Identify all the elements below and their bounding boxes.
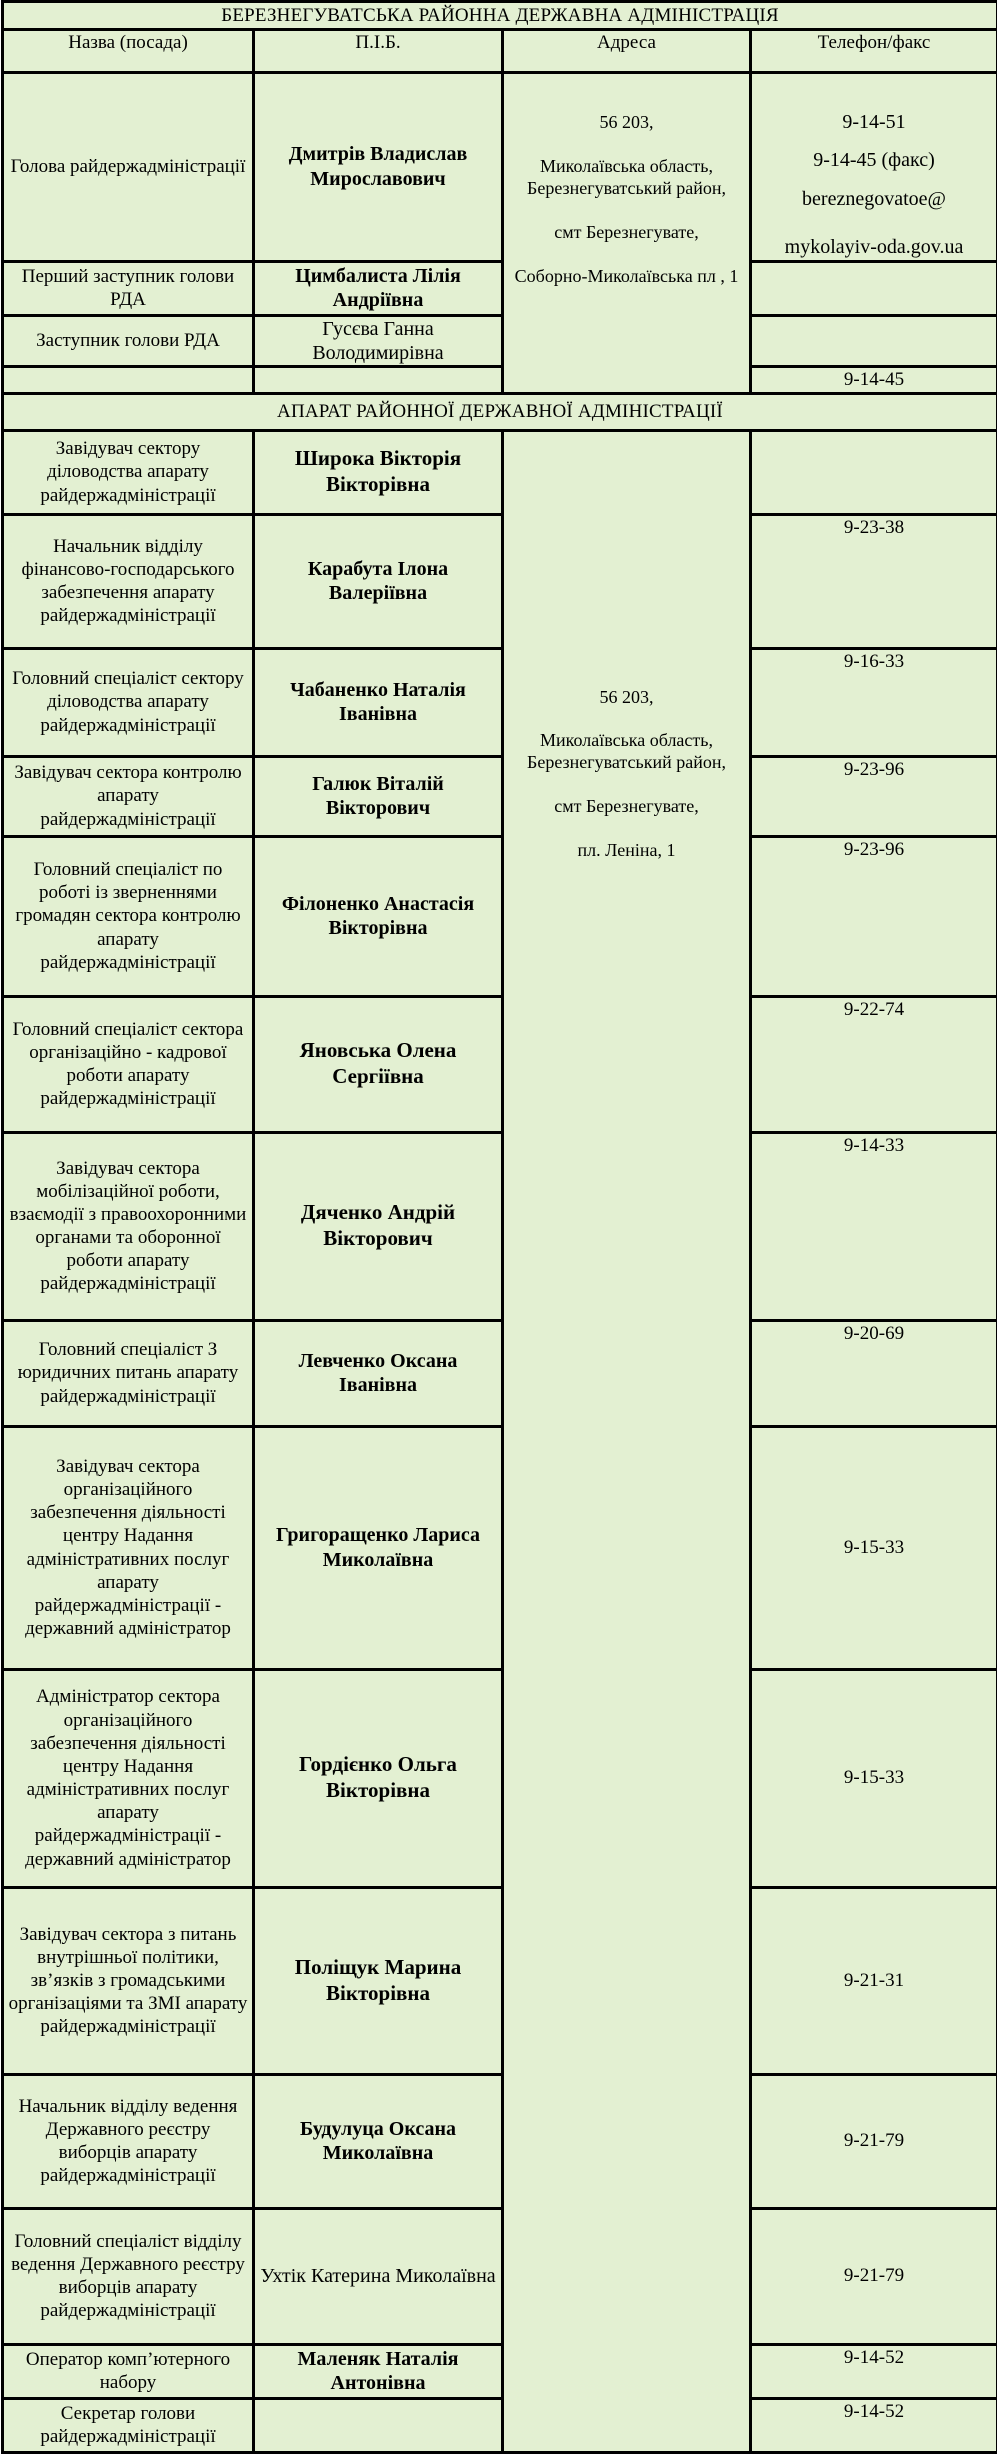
leadership-address: [503, 73, 751, 394]
staff-address: [503, 430, 751, 2452]
leader-extra-row: [3, 367, 997, 393]
staff-row: [3, 1426, 997, 1669]
staff-body: [3, 430, 997, 2452]
staff-row: [3, 756, 997, 836]
section-title: АПАРАТ РАЙОННОЇ ДЕРЖАВНОЇ АДМІНІСТРАЦІЇ: [3, 393, 997, 430]
header-address: Адреса: [503, 30, 751, 73]
phone-cell: 9-22-74: [751, 996, 997, 1132]
name-cell: Яновська Олена Сергіївна: [254, 996, 503, 1132]
position-cell: Начальник відділу ведення Державного реєстру виборців апарату райдержадміністрації: [3, 2074, 254, 2208]
position-cell: Завідувач сектора мобілізаційної роботи, взаємодії з правоохоронними органами та оборонної роботи апарату райдержадміністрації: [3, 1132, 254, 1320]
staff-row: [3, 1669, 997, 1887]
phone-cell: [751, 315, 997, 367]
phone-line: 9-14-51: [756, 110, 992, 134]
position-cell: Завідувач сектора організаційного забезпечення діяльності центру Надання адміністративних послуг апарату райдержадміністрації - державний адміністратор: [3, 1426, 254, 1669]
name-cell: Левченко Оксана Іванівна: [254, 1320, 503, 1426]
staff-row: [3, 2074, 997, 2208]
position-cell: Адміністратор сектора організаційного забезпечення діяльності центру Надання адміністративних послуг апарату райдержадміністрації - державний адміністратор: [3, 1669, 254, 1887]
phone-cell: 9-15-33: [751, 1669, 997, 1887]
staff-row: [3, 2398, 997, 2452]
address-line: 56 203,: [508, 112, 745, 134]
name-cell: Дмитрів Владислав Мирославович: [254, 73, 503, 262]
name-cell: Галюк Віталій Вікторович: [254, 756, 503, 836]
name-cell: Будулуца Оксана Миколаївна: [254, 2074, 503, 2208]
position-cell: Головний спеціаліст З юридичних питань апарату райдержадміністрації: [3, 1320, 254, 1426]
position-cell: Заступник голови РДА: [3, 315, 254, 367]
address-line: [508, 134, 745, 156]
name-cell: Ухтік Катерина Миколаївна: [254, 2208, 503, 2344]
phone-cell: 9-14-52: [751, 2398, 997, 2452]
phone-cell: [751, 261, 997, 315]
address-line: [508, 708, 745, 730]
phone-cell: 9-21-31: [751, 1887, 997, 2074]
position-cell: Оператор комп’ютерного набору: [3, 2344, 254, 2398]
position-cell: Перший заступник голови РДА: [3, 261, 254, 315]
phone-cell: 9-14-52: [751, 2344, 997, 2398]
address-line: Миколаївська область, Березнегуватський район,: [508, 730, 745, 774]
name-cell: Широка Вікторія Вікторівна: [254, 430, 503, 514]
position-cell: Завідувач сектора контролю апарату райдержадміністрації: [3, 756, 254, 836]
leader-row: [3, 261, 997, 315]
phone-cell: 9-21-79: [751, 2208, 997, 2344]
position-cell: Начальник відділу фінансово-господарського забезпечення апарату райдержадміністрації: [3, 514, 254, 648]
name-cell: Дяченко Андрій Вікторович: [254, 1132, 503, 1320]
name-cell: Цимбалиста Лілія Андріївна: [254, 261, 503, 315]
phone-cell: 9-14-33: [751, 1132, 997, 1320]
position-cell: Голова райдержадміністрації: [3, 73, 254, 262]
leadership-contacts: [751, 73, 997, 262]
address-line: Миколаївська область, Березнегуватський район,: [508, 156, 745, 200]
position-cell: Секретар голови райдержадміністрації: [3, 2398, 254, 2452]
staff-row: [3, 514, 997, 648]
leader-row: [3, 315, 997, 367]
staff-row: [3, 1132, 997, 1320]
name-cell: Чабаненко Наталія Іванівна: [254, 648, 503, 756]
position-cell: Завідувач сектору діловодства апарату райдержадміністрації: [3, 430, 254, 514]
staff-row: [3, 996, 997, 1132]
address-line: Соборно-Миколаївська пл , 1: [508, 266, 745, 288]
address-line: [508, 818, 745, 840]
address-line: 56 203,: [508, 687, 745, 709]
header-position: Назва (посада): [3, 30, 254, 73]
staff-row: [3, 1320, 997, 1426]
phone-cell: 9-20-69: [751, 1320, 997, 1426]
phone-cell: 9-14-45: [751, 367, 997, 393]
staff-row: [3, 1887, 997, 2074]
section-title-row: [3, 393, 997, 430]
address-line: [508, 200, 745, 222]
phone-line: 9-14-45 (факс): [756, 148, 992, 172]
phone-cell: 9-21-79: [751, 2074, 997, 2208]
staff-row: [3, 2208, 997, 2344]
phone-cell: 9-23-38: [751, 514, 997, 648]
phone-cell: 9-23-96: [751, 836, 997, 996]
staff-row: [3, 430, 997, 514]
header-name: П.І.Б.: [254, 30, 503, 73]
staff-row: [3, 2344, 997, 2398]
header-row: [3, 30, 997, 73]
phone-cell: [751, 430, 997, 514]
table-title: БЕРЕЗНЕГУВАТСЬКА РАЙОННА ДЕРЖАВНА АДМІНІСТРАЦІЯ: [3, 2, 997, 30]
position-cell: Головний спеціаліст відділу ведення Державного реєстру виборців апарату райдержадміністрації: [3, 2208, 254, 2344]
name-cell: Поліщук Марина Вікторівна: [254, 1887, 503, 2074]
address-line: пл. Леніна, 1: [508, 840, 745, 862]
position-cell: Головний спеціаліст сектора організаційно - кадрової роботи апарату райдержадміністрації: [3, 996, 254, 1132]
title-row: [3, 2, 997, 30]
phone-cell: 9-23-96: [751, 756, 997, 836]
header-phone: Телефон/факс: [751, 30, 997, 73]
address-line: [508, 244, 745, 266]
empty-cell: [254, 367, 503, 393]
name-cell: Філоненко Анастасія Вікторівна: [254, 836, 503, 996]
name-cell: Маленяк Наталія Антонівна: [254, 2344, 503, 2398]
position-cell: Завідувач сектора з питань внутрішньої політики, зв’язків з громадськими організаціями та ЗМІ апарату райдержадміністрації: [3, 1887, 254, 2074]
name-cell: Гордієнко Ольга Вікторівна: [254, 1669, 503, 1887]
name-cell: Григоращенко Лариса Миколаївна: [254, 1426, 503, 1669]
name-cell: [254, 2398, 503, 2452]
directory-table: [1, 0, 997, 2454]
staff-row: [3, 836, 997, 996]
email-line[interactable]: bereznegovatoe@: [756, 187, 992, 211]
address-line: [508, 774, 745, 796]
email-line[interactable]: mykolayiv-oda.gov.ua: [756, 235, 992, 259]
address-line: смт Березнегувате,: [508, 222, 745, 244]
position-cell: Головний спеціаліст по роботі із зверненнями громадян сектора контролю апарату райдержадміністрації: [3, 836, 254, 996]
position-cell: Головний спеціаліст сектору діловодства апарату райдержадміністрації: [3, 648, 254, 756]
leader-row: [3, 73, 997, 262]
empty-cell: [3, 367, 254, 393]
name-cell: Карабута Ілона Валеріївна: [254, 514, 503, 648]
phone-cell: 9-16-33: [751, 648, 997, 756]
address-line: смт Березнегувате,: [508, 796, 745, 818]
name-cell: Гусєва Ганна Володимирівна: [254, 315, 503, 367]
staff-row: [3, 648, 997, 756]
phone-cell: 9-15-33: [751, 1426, 997, 1669]
